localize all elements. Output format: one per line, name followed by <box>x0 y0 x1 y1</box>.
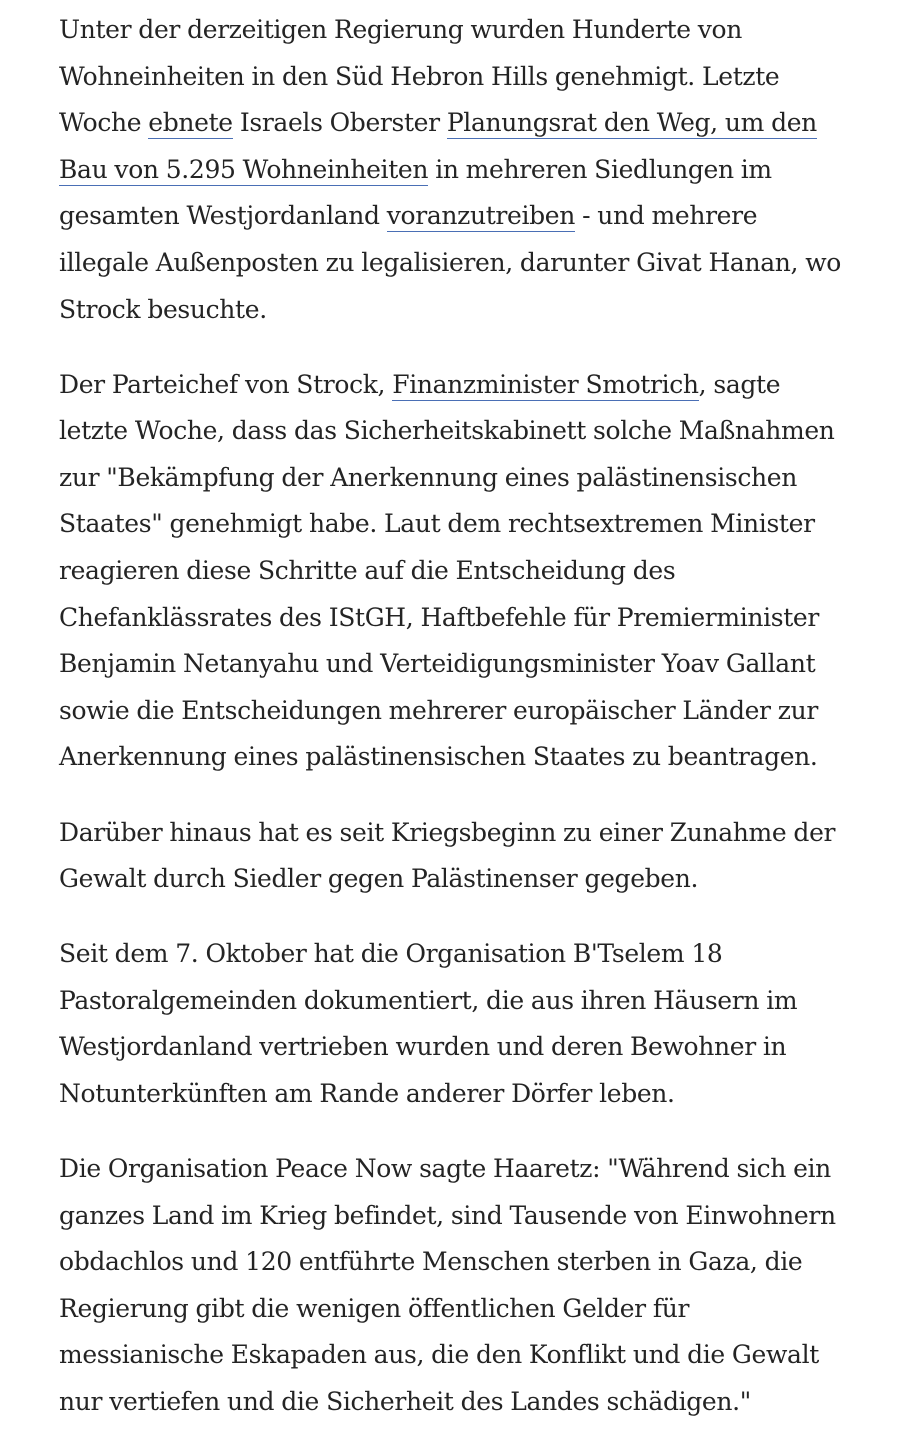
paragraph-settler-violence: Darüber hinaus hat es seit Kriegsbeginn zu einer Zunahme der Gewalt durch Siedler gegen Palästinenser gegeben. <box>59 817 836 894</box>
paragraph-text: in mehreren Siedlungen im gesamten Westjordanland <box>59 154 772 231</box>
link-voranzutreiben[interactable]: voranzutreiben <box>386 201 575 231</box>
paragraph-text: Unter der derzeitigen Regierung wurden Hunderte von Wohneinheiten in den Süd Hebron Hills genehmigt. Letzte Woche <box>59 15 780 138</box>
paragraph-btselem: Seit dem 7. Oktober hat die Organisation B'Tselem 18 Pastoralgemeinden dokumentiert, die aus ihren Häusern im Westjordanland vertrieben wurden und deren Bewohner in Notunterkünften am Rande anderer Dörfer leben. <box>59 939 798 1108</box>
paragraph-text: Israels Oberster <box>232 108 447 138</box>
paragraph-smotrich <box>59 362 849 781</box>
link-ebnete[interactable]: ebnete <box>148 108 233 138</box>
paragraph-peace-now-quote: Die Organisation Peace Now sagte Haaretz: "Während sich ein ganzes Land im Krieg befindet, sind Tausende von Einwohnern obdachlos und 120 entführte Menschen sterben in Gaza, die Regierung gibt die wenigen öffentlichen Gelder für messianische Eskapaden aus, die den Konflikt und die Gewalt nur vertiefen und die Sicherheit des Landes schädigen." <box>59 1154 836 1417</box>
paragraph-text: , sagte letzte Woche, dass das Sicherheitskabinett solche Maßnahmen zur "Bekämpfung der Anerkennung eines palästinensischen Staates" genehmigt habe. Laut dem rechtsextremen Minister reagieren diese Schritte auf die Entscheidung des Chefanklässrates des IStGH, Haftbefehle für Premierminister Benjamin Netanyahu und Verteidigungsminister Yoav Gallant sowie die Entscheidungen mehrerer europäischer Länder zur Anerkennung eines palästinensischen Staates zu beantragen. <box>59 369 835 772</box>
paragraph-settlement-approvals <box>59 7 849 333</box>
link-planungsrat[interactable]: Planungsrat den Weg, um den Bau von 5.295 Wohneinheiten <box>59 108 817 184</box>
paragraph-text: - und mehrere illegale Außenposten zu legalisieren, darunter Givat Hanan, wo Strock besuchte. <box>59 201 841 324</box>
paragraph-text: Der Parteichef von Strock, <box>59 369 393 399</box>
link-finanzminister-smotrich[interactable]: Finanzminister Smotrich <box>392 369 699 399</box>
article-body <box>59 7 849 1454</box>
